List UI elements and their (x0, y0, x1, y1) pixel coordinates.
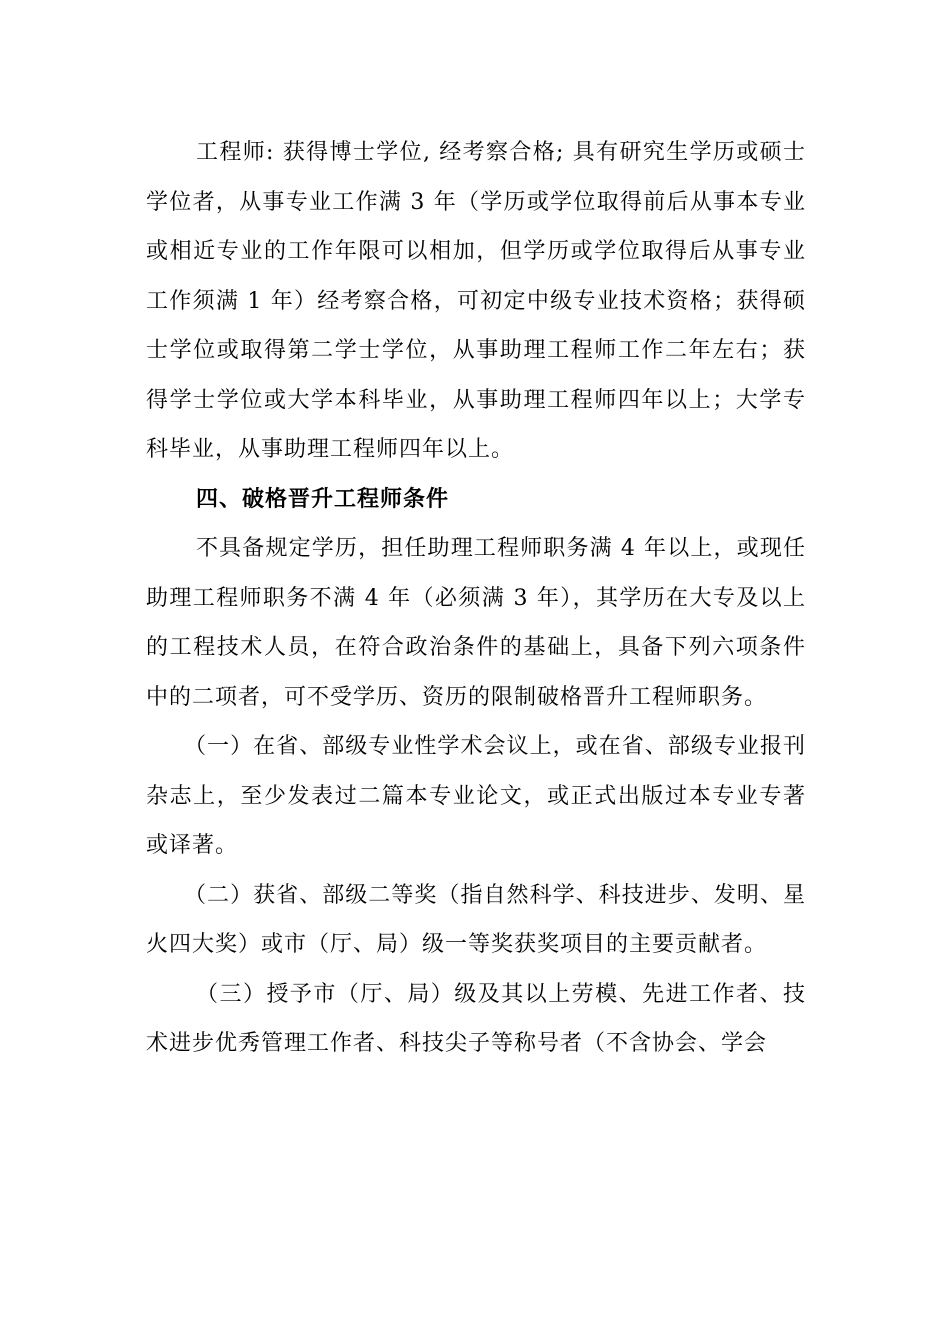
section-heading-exceptional-promotion: 四、破格晋升工程师条件 (196, 486, 450, 512)
list-item-condition-2: （二）获省、部级二等奖（指自然科学、科技进步、发明、星火四大奖）或市（厅、局）级一等奖获奖项目的主要贡献者。 (146, 882, 806, 957)
list-item-condition-1: （一）在省、部级专业性学术会议上，或在省、部级专业报刊杂志上，至少发表过二篇本专业论文，或正式出版过本专业专著或译著。 (146, 734, 806, 858)
list-item-condition-3: （三）授予市（厅、局）级及其以上劳模、先进工作者、技术进步优秀管理工作者、科技尖子等称号者（不含协会、学会 (146, 981, 806, 1056)
paragraph-exceptional-promotion-intro: 不具备规定学历，担任助理工程师职务满 4 年以上，或现任助理工程师职务不满 4 年（必须满 3 年），其学历在大专及以上的工程技术人员，在符合政治条件的基础上，具备下列六项条件中的二项者，可不受学历、资历的限制破格晋升工程师职务。 (146, 536, 806, 710)
paragraph-engineer-qualification: 工程师: 获得博士学位, 经考察合格; 具有研究生学历或硕士学位者，从事专业工作满 3 年（学历或学位取得前后从事本专业或相近专业的工作年限可以相加，但学历或学位取得后从事专业工作须满 1 年）经考察合格，可初定中级专业技术资格；获得硕士学位或取得第二学士学位，从事助理工程师工作二年左右；获得学士学位或大学本科毕业，从事助理工程师四年以上；大学专科毕业，从事助理工程师四年以上。 (146, 140, 806, 462)
document-body (146, 128, 806, 1069)
